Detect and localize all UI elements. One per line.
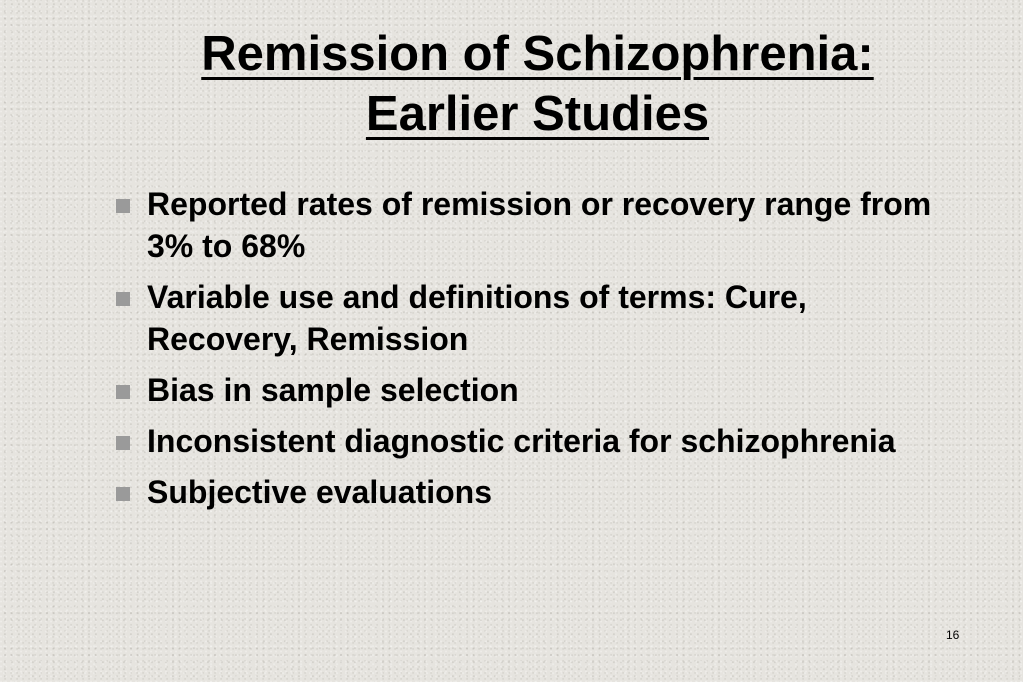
title-line-2: Earlier Studies <box>365 87 710 141</box>
page-number: 16 <box>946 628 960 642</box>
square-bullet-icon <box>116 199 130 213</box>
bullet-text: Bias in sample selection <box>147 372 519 408</box>
square-bullet-icon <box>116 292 130 306</box>
bullet-list <box>112 183 952 522</box>
title-line-1: Remission of Schizophrenia: <box>201 27 874 81</box>
bullet-item <box>112 420 952 462</box>
square-bullet-icon <box>116 436 130 450</box>
bullet-item <box>112 276 952 360</box>
square-bullet-icon <box>116 487 130 501</box>
bullet-text: Reported rates of remission or recovery range from 3% to 68% <box>147 186 932 264</box>
bullet-item <box>112 369 952 411</box>
bullet-text: Inconsistent diagnostic criteria for schizophrenia <box>147 423 896 459</box>
bullet-item <box>112 183 952 267</box>
bullet-text: Subjective evaluations <box>147 474 493 510</box>
bullet-text: Variable use and definitions of terms: Cure, Recovery, Remission <box>147 279 807 357</box>
square-bullet-icon <box>116 385 130 399</box>
bullet-item <box>112 471 952 513</box>
slide-title <box>90 24 985 144</box>
